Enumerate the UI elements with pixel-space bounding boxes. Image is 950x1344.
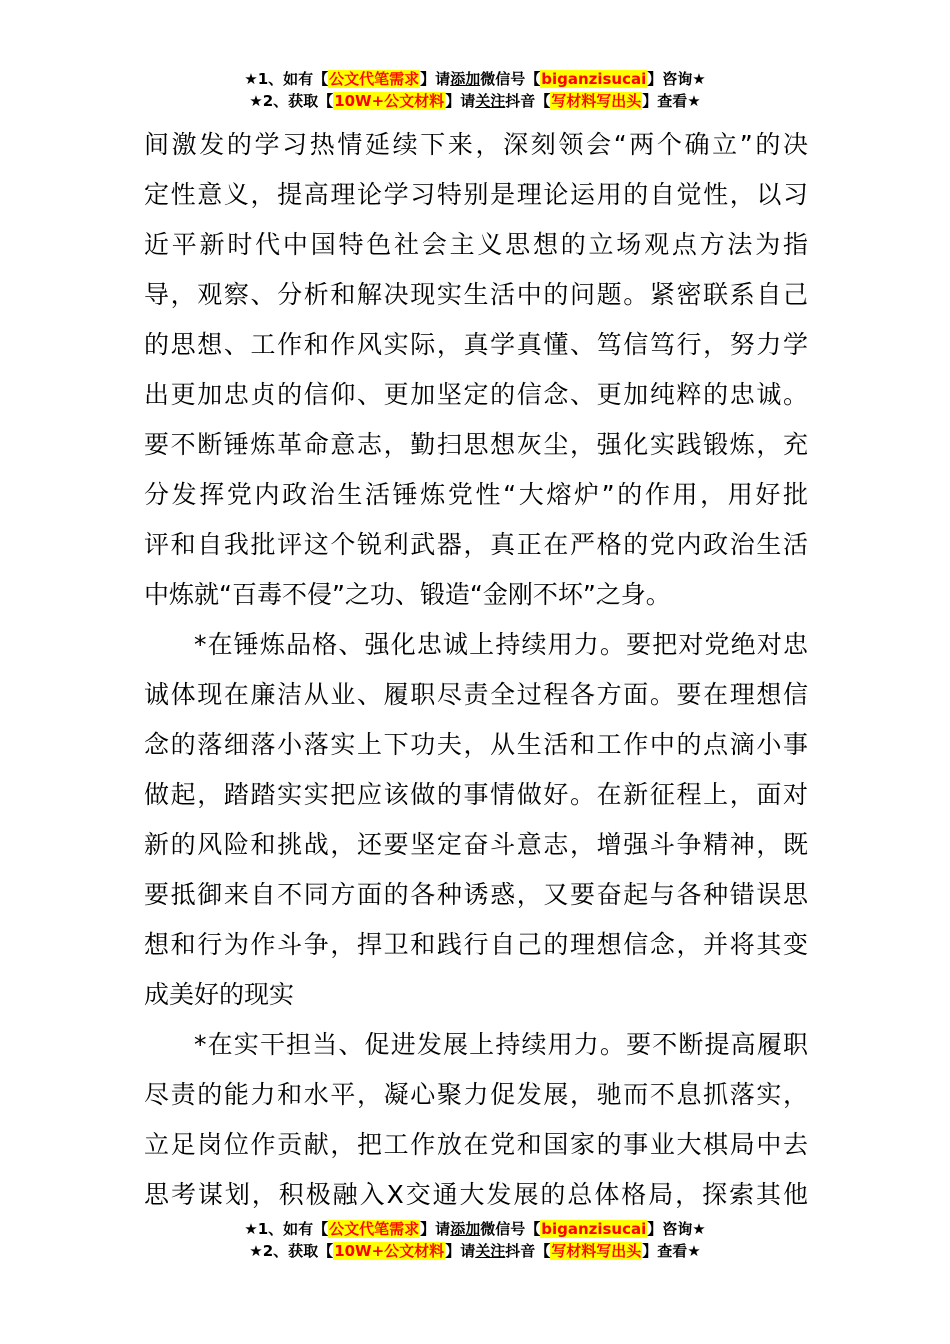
banner-text: 】咨询★ (647, 70, 706, 88)
banner-line-1 (0, 68, 950, 90)
banner-text: 】请 (420, 70, 451, 88)
document-body (144, 120, 808, 1220)
text-line: 间激发的学习热情延续下来，深刻领会“两个确立”的决 (144, 130, 808, 159)
banner-underlined-text: 关注 (475, 92, 506, 110)
header-banner (0, 68, 950, 112)
banner-highlight: 10W+公文材料 (334, 1242, 445, 1260)
banner-text: ★1、如有【 (244, 70, 329, 88)
banner-text: 】查看★ (642, 1242, 701, 1260)
banner-text: 】请 (445, 1242, 476, 1260)
banner-highlight: 公文代笔需求 (329, 1220, 420, 1238)
banner-text: 】咨询★ (647, 1220, 706, 1238)
banner-highlight: biganzisucai (541, 1220, 647, 1238)
text-line: 导，观察、分析和解决现实生活中的问题。紧密联系自己 (144, 280, 808, 309)
text-line: 念的落细落小落实上下功夫，从生活和工作中的点滴小事 (144, 730, 808, 759)
text-line: 分发挥党内政治生活锤炼党性“大熔炉”的作用，用好批 (144, 480, 808, 509)
banner-text: 】请 (420, 1220, 451, 1238)
banner-text: 微信号【 (480, 1220, 541, 1238)
banner-text: 抖音【 (505, 1242, 551, 1260)
banner-underlined-text: 关注 (475, 1242, 506, 1260)
banner-line-2 (0, 90, 950, 112)
text-line: 近平新时代中国特色社会主义思想的立场观点方法为指 (144, 230, 808, 259)
banner-text: ★2、获取【 (249, 1242, 334, 1260)
banner-text: ★1、如有【 (244, 1220, 329, 1238)
text-line: 诚体现在廉洁从业、履职尽责全过程各方面。要在理想信 (144, 680, 808, 709)
banner-line-2 (0, 1240, 950, 1262)
text-line: 出更加忠贞的信仰、更加坚定的信念、更加纯粹的忠诚。 (144, 380, 808, 409)
banner-underlined-text: 添加 (450, 1220, 481, 1238)
paragraph-first-line: *在实干担当、促进发展上持续用力。要不断提高履职 (194, 1030, 808, 1059)
banner-text: 抖音【 (505, 92, 551, 110)
banner-highlight: 写材料写出头 (551, 1242, 642, 1260)
text-line: 定性意义，提高理论学习特别是理论运用的自觉性，以习 (144, 180, 808, 209)
text-line: 要抵御来自不同方面的各种诱惑，又要奋起与各种错误思 (144, 880, 808, 909)
text-line: 想和行为作斗争，捍卫和践行自己的理想信念，并将其变 (144, 930, 808, 959)
text-line: 尽责的能力和水平，凝心聚力促发展，驰而不息抓落实， (144, 1080, 808, 1109)
text-line: 立足岗位作贡献，把工作放在党和国家的事业大棋局中去 (144, 1130, 808, 1159)
text-line: 要不断锤炼革命意志，勤扫思想灰尘，强化实践锻炼，充 (144, 430, 808, 459)
paragraph-first-line: *在锤炼品格、强化忠诚上持续用力。要把对党绝对忠 (194, 630, 808, 659)
banner-highlight: 公文代笔需求 (329, 70, 420, 88)
text-line: 成美好的现实 (144, 980, 295, 1009)
banner-highlight: 写材料写出头 (551, 92, 642, 110)
text-line: 的思想、工作和作风实际，真学真懂、笃信笃行，努力学 (144, 330, 808, 359)
text-line: 中炼就“百毒不侵”之功、锻造“金刚不坏”之身。 (144, 580, 671, 609)
banner-underlined-text: 添加 (450, 70, 481, 88)
text-line: 思考谋划，积极融入X交通大发展的总体格局，探索其他 (144, 1180, 808, 1209)
text-line: 评和自我批评这个锐利武器，真正在严格的党内政治生活 (144, 530, 808, 559)
banner-line-1 (0, 1218, 950, 1240)
banner-text: 】请 (445, 92, 476, 110)
banner-highlight: 10W+公文材料 (334, 92, 445, 110)
banner-highlight: biganzisucai (541, 70, 647, 88)
banner-text: 微信号【 (480, 70, 541, 88)
text-line: 新的风险和挑战，还要坚定奋斗意志，增强斗争精神，既 (144, 830, 808, 859)
banner-text: ★2、获取【 (249, 92, 334, 110)
text-line: 做起，踏踏实实把应该做的事情做好。在新征程上，面对 (144, 780, 808, 809)
footer-banner (0, 1218, 950, 1262)
banner-text: 】查看★ (642, 92, 701, 110)
